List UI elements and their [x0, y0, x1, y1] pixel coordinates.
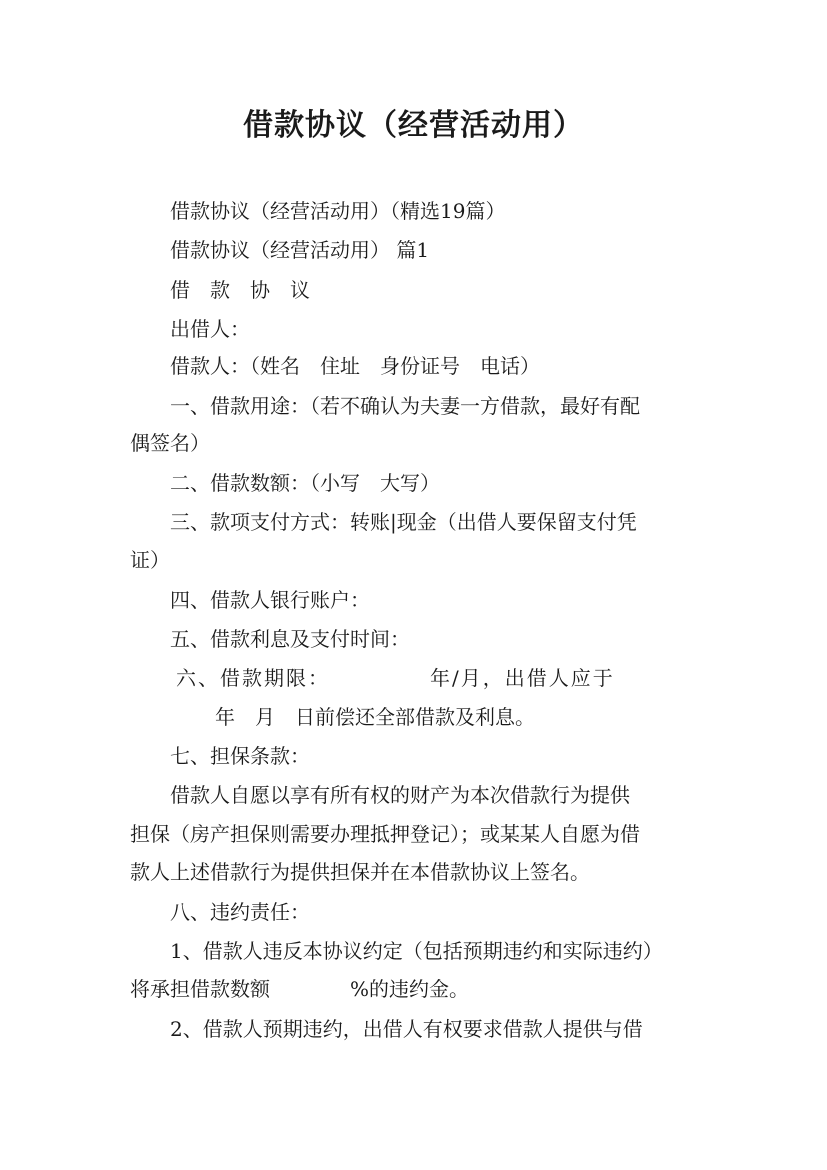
clause-1-line-2: 偶签名）	[130, 431, 210, 455]
clause-5-line: 五、借款利息及支付时间：	[170, 627, 410, 651]
borrower-line: 借款人：（姓名 住址 身份证号 电话）	[170, 354, 540, 378]
clause-1-line-1: 一、借款用途：（若不确认为夫妻一方借款，最好有配	[170, 394, 640, 418]
clause-8-item-1-line-1: 1、借款人违反本协议约定（包括预期违约和实际违约）	[170, 939, 663, 963]
clause-6-line-1: 六、借款期限： 年/月，出借人应于	[176, 666, 615, 690]
section-heading: 借款协议（经营活动用） 篇1	[170, 238, 430, 262]
clause-6-line-2: 年 月 日前偿还全部借款及利息。	[215, 705, 535, 729]
clause-7-line-1: 借款人自愿以享有所有权的财产为本次借款行为提供	[170, 783, 630, 807]
subtitle-line: 借款协议（经营活动用）（精选19篇）	[170, 199, 506, 223]
agreement-heading: 借 款 协 议	[170, 278, 310, 302]
clause-8-item-2-line-1: 2、借款人预期违约，出借人有权要求借款人提供与借	[170, 1017, 643, 1041]
clause-7-line-3: 款人上述借款行为提供担保并在本借款协议上签名。	[130, 860, 590, 884]
document-title: 借款协议（经营活动用）	[243, 108, 584, 143]
clause-7-heading: 七、担保条款：	[170, 744, 310, 768]
clause-4-line: 四、借款人银行账户：	[170, 588, 370, 612]
clause-8-heading: 八、违约责任：	[170, 900, 310, 924]
clause-8-item-1-line-2: 将承担借款数额 %的违约金。	[130, 977, 470, 1001]
clause-3-line-2: 证）	[130, 548, 170, 572]
clause-7-line-2: 担保（房产担保则需要办理抵押登记）；或某某人自愿为借	[130, 822, 640, 846]
clause-3-line-1: 三、款项支付方式：转账|现金（出借人要保留支付凭	[170, 510, 637, 534]
clause-2-line: 二、借款数额：（小写 大写）	[170, 471, 440, 495]
lender-line: 出借人：	[170, 317, 250, 341]
